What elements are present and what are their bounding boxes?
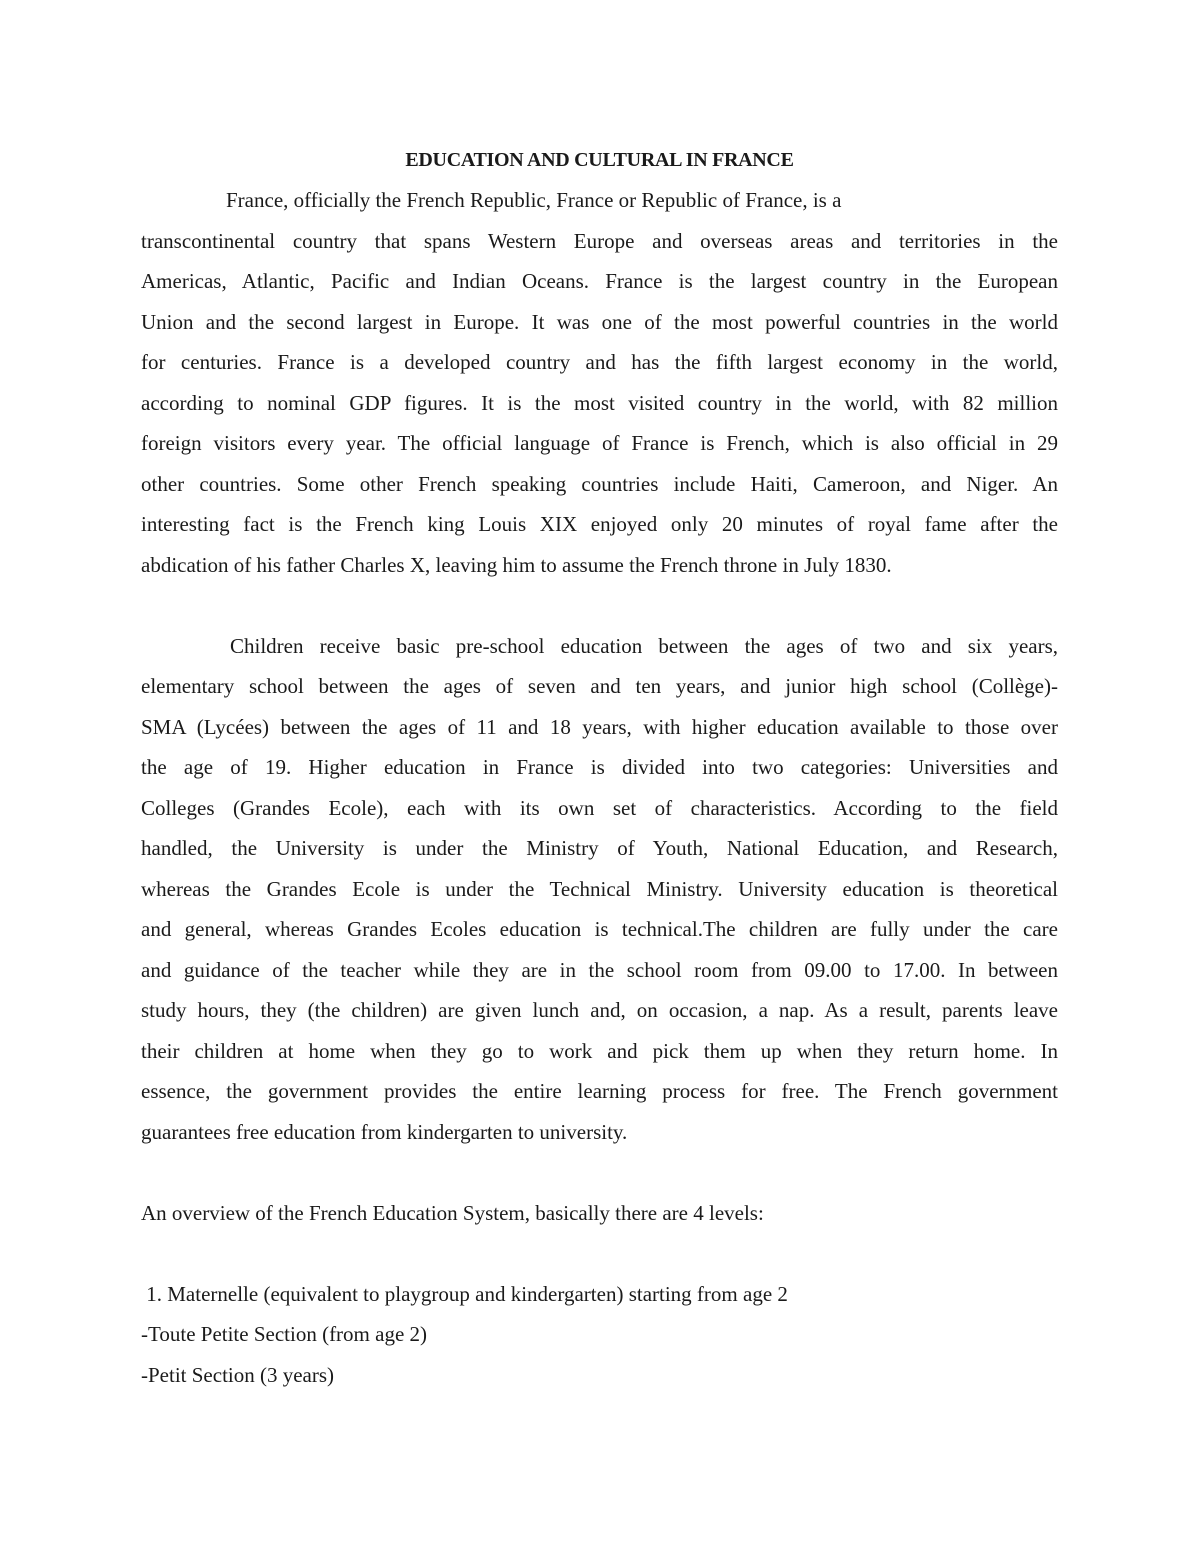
paragraph-line: Colleges (Grandes Ecole), each with its own set of characteristics. According to the field (141, 795, 1058, 820)
paragraph-line: foreign visitors every year. The official language of France is French, which is also official in 29 (141, 431, 1058, 455)
paragraph-line: according to nominal GDP figures. It is the most visited country in the world, with 82 million (141, 390, 1058, 415)
list-item: -Toute Petite Section (from age 2) (141, 1322, 428, 1346)
paragraph-line: the age of 19. Higher education in France is divided into two categories: Universities and (141, 755, 1058, 779)
paragraph-line: France, officially the French Republic, France or Republic of France, is a (226, 188, 842, 212)
document-title: EDUCATION AND CULTURAL IN FRANCE (405, 149, 794, 171)
paragraph-line: guarantees free education from kindergarten to university. (141, 1119, 628, 1144)
paragraph-line: their children at home when they go to work and pick them up when they return home. In (141, 1038, 1058, 1063)
list-item: 1. Maternelle (equivalent to playgroup and kindergarten) starting from age 2 (141, 1281, 788, 1306)
paragraph-line: and general, whereas Grandes Ecoles education is technical.The children are fully under the care (141, 917, 1058, 941)
paragraph-education (141, 626, 1058, 1153)
levels-list (141, 1274, 1058, 1396)
paragraph-line: study hours, they (the children) are given lunch and, on occasion, a nap. As a result, parents leave (141, 998, 1058, 1022)
document-page (141, 140, 1058, 1395)
paragraph-line: Union and the second largest in Europe. It was one of the most powerful countries in the world (141, 309, 1058, 334)
paragraph-line: interesting fact is the French king Louis XIX enjoyed only 20 minutes of royal fame after the (141, 512, 1058, 536)
paragraph-line: other countries. Some other French speaking countries include Haiti, Cameroon, and Niger. An (141, 471, 1058, 496)
paragraph-line: elementary school between the ages of seven and ten years, and junior high school (Collège)- (141, 674, 1058, 698)
list-item: -Petit Section (3 years) (141, 1362, 335, 1387)
paragraph-line: abdication of his father Charles X, leaving him to assume the French throne in July 1830. (141, 552, 892, 577)
paragraph-line: Americas, Atlantic, Pacific and Indian Oceans. France is the largest country in the European (141, 269, 1058, 293)
paragraph-line: Children receive basic pre-school education between the ages of two and six years, (230, 633, 1058, 658)
paragraph-line: for centuries. France is a developed country and has the fifth largest economy in the world, (141, 350, 1058, 374)
overview-heading: An overview of the French Education System, basically there are 4 levels: (141, 1200, 764, 1225)
paragraph-line: transcontinental country that spans Western Europe and overseas areas and territories in the (141, 228, 1058, 253)
paragraph-line: essence, the government provides the entire learning process for free. The French government (141, 1079, 1058, 1103)
paragraph-france-overview (141, 180, 1058, 585)
paragraph-line: and guidance of the teacher while they are in the school room from 09.00 to 17.00. In between (141, 957, 1058, 982)
paragraph-line: whereas the Grandes Ecole is under the Technical Ministry. University education is theoretical (141, 876, 1058, 901)
paragraph-line: handled, the University is under the Ministry of Youth, National Education, and Research, (141, 836, 1058, 860)
paragraph-line: SMA (Lycées) between the ages of 11 and 18 years, with higher education available to those over (141, 714, 1058, 739)
